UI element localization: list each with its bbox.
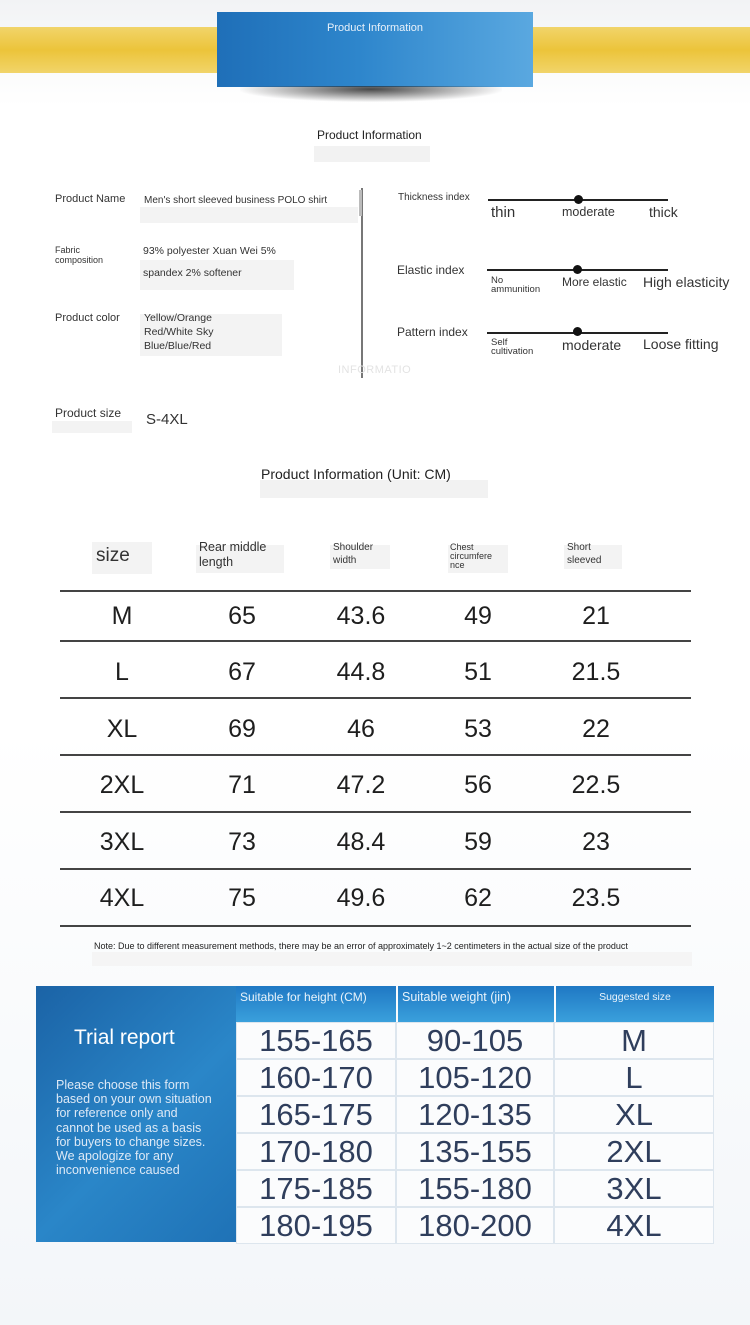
- sleeve-cell: 22: [582, 715, 610, 743]
- size-cell: M: [111, 602, 133, 630]
- banner-stripe-right: [533, 27, 750, 73]
- chest-cell: 51: [464, 658, 492, 686]
- size-cell: 3XL: [554, 1170, 714, 1207]
- shoulder-header-2: width: [333, 555, 357, 566]
- height-cell: 165-175: [236, 1096, 396, 1133]
- sleeve-cell: 23: [582, 828, 610, 856]
- suggested-size-column-header: Suggested size: [556, 986, 714, 1022]
- height-column-header: Suitable for height (CM): [236, 986, 396, 1022]
- height-cell: 155-165: [236, 1022, 396, 1059]
- product-size-label: Product size: [55, 406, 122, 420]
- size-header: size: [96, 545, 130, 566]
- length-cell: 71: [228, 771, 256, 799]
- weight-cell: 120-135: [396, 1096, 554, 1133]
- pattern-low-label-2: cultivation: [491, 346, 534, 357]
- trial-report-panel: [36, 986, 236, 1242]
- chest-cell: 53: [464, 715, 492, 743]
- shoulder-header-1: Shoulder: [333, 542, 374, 553]
- sleeve-cell: 22.5: [571, 771, 621, 799]
- size-cell: 2XL: [99, 771, 145, 799]
- thickness-high-label: thick: [649, 204, 678, 220]
- pattern-mid-label: moderate: [562, 337, 622, 353]
- banner-title: Product Information: [327, 22, 423, 34]
- banner-shadow: [240, 86, 502, 102]
- fabric-label-1: Fabric: [55, 245, 81, 255]
- size-table-title: Product Information (Unit: CM): [261, 466, 451, 482]
- product-color-value-2: Red/White Sky: [144, 326, 214, 338]
- shoulder-cell: 44.8: [336, 658, 386, 686]
- elastic-high-label: High elasticity: [643, 274, 730, 290]
- sleeve-cell: 21.5: [571, 658, 621, 686]
- shoulder-cell: 47.2: [336, 771, 386, 799]
- chest-cell: 56: [464, 771, 492, 799]
- weight-cell: 155-180: [396, 1170, 554, 1207]
- shoulder-cell: 46: [347, 715, 375, 743]
- weight-cell: 105-120: [396, 1059, 554, 1096]
- size-cell: 3XL: [99, 828, 145, 856]
- product-name-label: Product Name: [55, 193, 126, 205]
- size-cell: XL: [554, 1096, 714, 1133]
- product-color-value-3: Blue/Blue/Red: [144, 340, 212, 352]
- spec-title: Product Information: [317, 128, 422, 142]
- spec-title-bg: [314, 146, 430, 162]
- shoulder-cell: 43.6: [336, 602, 386, 630]
- length-cell: 65: [228, 602, 256, 630]
- sleeve-header-2: sleeved: [567, 555, 602, 566]
- height-cell: 175-185: [236, 1170, 396, 1207]
- size-cell: 4XL: [554, 1207, 714, 1244]
- table-rule: [60, 925, 691, 927]
- chest-header-2: circumfere: [450, 551, 493, 561]
- table-rule: [60, 640, 691, 642]
- length-cell: 69: [228, 715, 256, 743]
- size-table-title-bg: [260, 480, 488, 498]
- length-header-1: Rear middle: [199, 540, 267, 554]
- spec-divider-tick: [359, 190, 362, 216]
- height-cell: 180-195: [236, 1207, 396, 1244]
- length-cell: 75: [228, 884, 256, 912]
- elastic-low-label-2: ammunition: [491, 284, 541, 295]
- fabric-value-1: 93% polyester Xuan Wei 5%: [143, 245, 276, 257]
- chest-header-3: nce: [450, 560, 465, 570]
- sleeve-cell: 21: [582, 602, 610, 630]
- spec-divider: [361, 188, 363, 378]
- thickness-index-marker: [574, 195, 583, 204]
- weight-column-header: Suitable weight (jin): [398, 986, 554, 1022]
- table-rule: [60, 754, 691, 756]
- size-cell: L: [115, 658, 129, 686]
- height-cell: 170-180: [236, 1133, 396, 1170]
- weight-cell: 90-105: [396, 1022, 554, 1059]
- size-cell: 4XL: [99, 884, 145, 912]
- pattern-index-label: Pattern index: [397, 325, 468, 339]
- table-rule: [60, 868, 691, 870]
- banner-title-box: [217, 12, 533, 87]
- note-bg: [92, 952, 692, 966]
- elastic-low-label-1: No: [491, 275, 504, 286]
- length-cell: 73: [228, 828, 256, 856]
- shoulder-cell: 49.6: [336, 884, 386, 912]
- weight-cell: 135-155: [396, 1133, 554, 1170]
- size-cell: XL: [106, 715, 138, 743]
- product-color-value-1: Yellow/Orange: [144, 312, 212, 324]
- chest-cell: 49: [464, 602, 492, 630]
- thickness-low-label: thin: [491, 204, 516, 221]
- length-header-2: length: [199, 555, 234, 569]
- table-rule: [60, 590, 691, 592]
- length-cell: 67: [228, 658, 256, 686]
- product-name-bg: [140, 207, 358, 223]
- chest-cell: 62: [464, 884, 492, 912]
- height-cell: 160-170: [236, 1059, 396, 1096]
- trial-report-description: Please choose this form based on your own situation for reference only and cannot be used as a basis for buyers to change sizes. We apologize for any inconvenience caused: [56, 1078, 212, 1178]
- sleeve-cell: 23.5: [571, 884, 621, 912]
- product-size-value: S-4XL: [146, 411, 188, 428]
- thickness-mid-label: moderate: [562, 205, 615, 219]
- product-name-value: Men's short sleeved business POLO shirt: [144, 195, 328, 206]
- pattern-low-label-1: Self: [491, 337, 508, 348]
- pattern-index-marker: [573, 327, 582, 336]
- shoulder-cell: 48.4: [336, 828, 386, 856]
- trial-report-title: Trial report: [74, 1026, 175, 1049]
- thickness-index-label: Thickness index: [398, 192, 470, 203]
- size-cell: M: [554, 1022, 714, 1059]
- product-color-label: Product color: [55, 312, 120, 324]
- elastic-index-label: Elastic index: [397, 263, 465, 277]
- table-rule: [60, 697, 691, 699]
- pattern-high-label: Loose fitting: [643, 336, 719, 352]
- measurement-note: Note: Due to different measurement methods, there may be an error of approximately 1~2 centimeters in the actual size of the product: [94, 941, 628, 951]
- fabric-label-2: composition: [55, 255, 104, 265]
- size-cell: L: [554, 1059, 714, 1096]
- fabric-value-2: spandex 2% softener: [143, 267, 242, 279]
- elastic-mid-label: More elastic: [562, 275, 627, 289]
- size-cell: 2XL: [554, 1133, 714, 1170]
- sleeve-header-1: Short: [567, 542, 591, 553]
- elastic-index-marker: [573, 265, 582, 274]
- weight-cell: 180-200: [396, 1207, 554, 1244]
- banner-stripe-left: [0, 27, 217, 73]
- product-size-label-bg: [52, 421, 132, 433]
- chest-header-1: Chest: [450, 542, 474, 552]
- chest-cell: 59: [464, 828, 492, 856]
- table-rule: [60, 811, 691, 813]
- watermark-text: INFORMATIO: [338, 364, 412, 376]
